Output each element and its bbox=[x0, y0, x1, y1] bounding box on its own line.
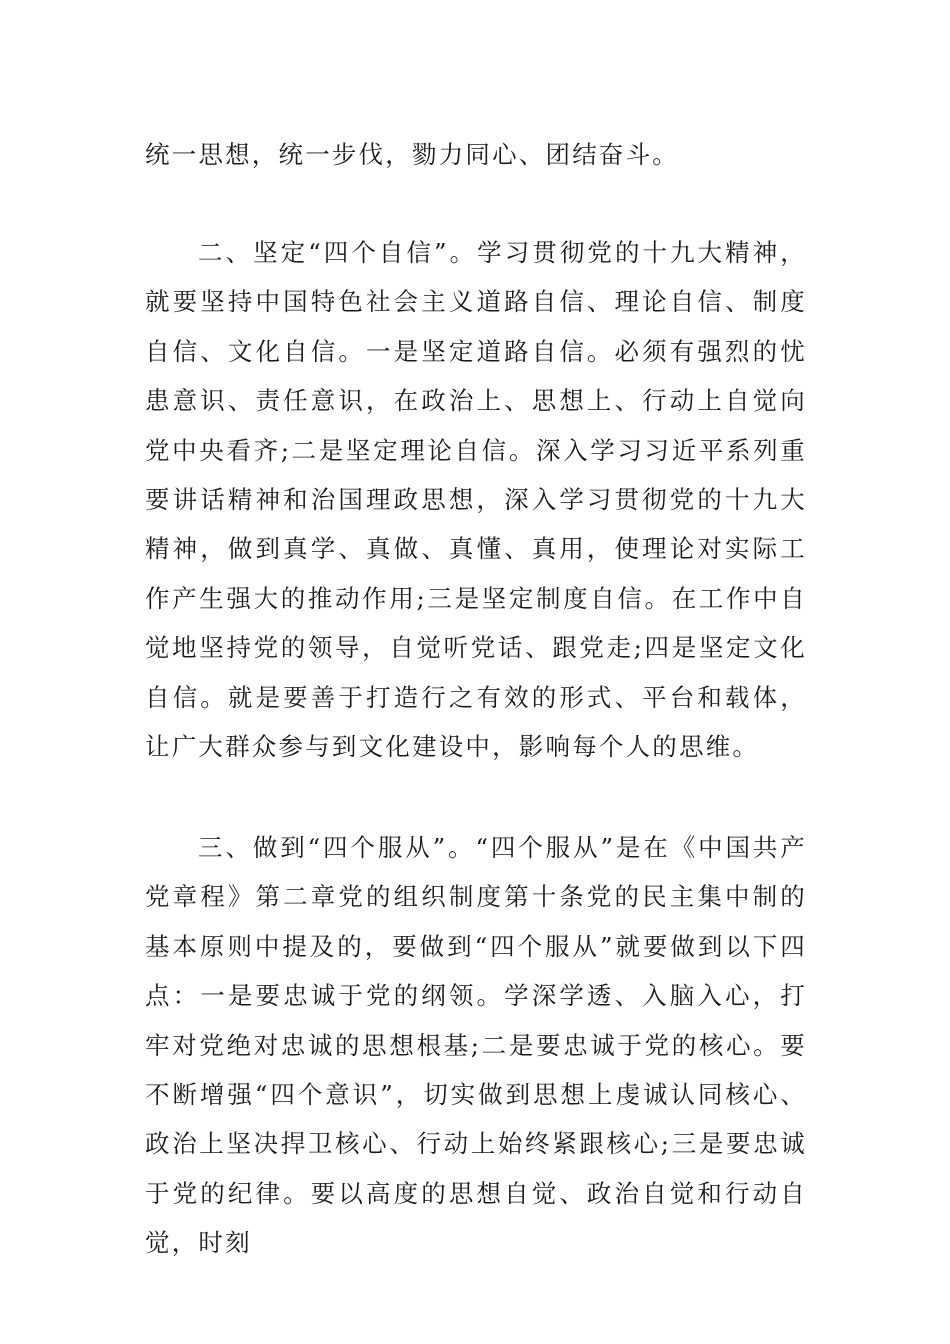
paragraph-four-confidences: 二、坚定“四个自信”。学习贯彻党的十九大精神，就要坚持中国特色社会主义道路自信、理论自信、制度自信、文化自信。一是坚定道路自信。必须有强烈的忧患意识、责任意识，在政治上、思想上、行动上自觉向党中央看齐;二是坚定理论自信。深入学习习近平系列重要讲话精神和治国理政思想，深入学习贯彻党的十九大精神，做到真学、真做、真懂、真用，使理论对实际工作产生强大的推动作用;三是坚定制度自信。在工作中自觉地坚持党的领导，自觉听党话、跟党走;四是坚定文化自信。就是要善于打造行之有效的形式、平台和载体，让广大群众参与到文化建设中，影响每个人的思维。 bbox=[145, 238, 807, 762]
paragraph-four-obediences: 三、做到“四个服从”。“四个服从”是在《中国共产党章程》第二章党的组织制度第十条党的民主集中制的基本原则中提及的，要做到“四个服从”就要做到以下四点：一是要忠诚于党的纲领。学深学透、入脑入心，打牢对党绝对忠诚的思想根基;二是要忠诚于党的核心。要不断增强“四个意识”，切实做到思想上虔诚认同核心、政治上坚决捍卫核心、行动上始终紧跟核心;三是要忠诚于党的纪律。要以高度的思想自觉、政治自觉和行动自觉，时刻 bbox=[145, 833, 807, 1258]
paragraph-continuation: 统一思想，统一步伐，勠力同心、团结奋斗。 bbox=[145, 140, 679, 169]
